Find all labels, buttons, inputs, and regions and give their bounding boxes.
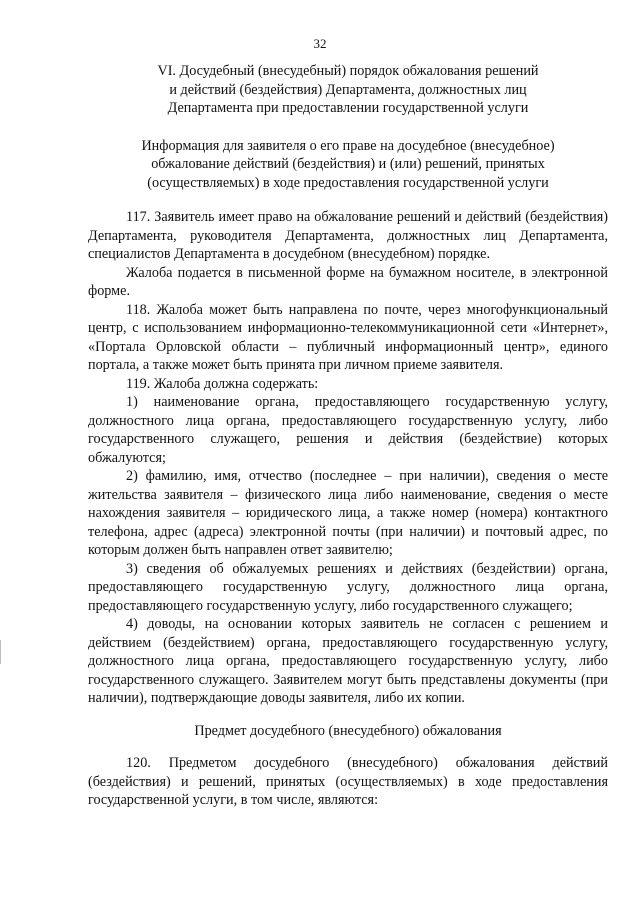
- paragraph-119-item-2: 2) фамилию, имя, отчество (последнее – при наличии), сведения о месте жительства заявителя – физического лица либо наименование, сведения о месте нахождения заявителя – юридического лица, а также номер (номера) контактного телефона, адрес (адреса) электронной почты (при наличии) и почтовый адрес, по которым должен быть направлен ответ заявителю;: [88, 468, 608, 558]
- document-body: [88, 62, 608, 810]
- page-number: 32: [313, 36, 327, 51]
- subheading: [88, 137, 608, 193]
- paragraph-complaint-form: Жалоба подается в письменной форме на бумажном носителе, в электронной форме.: [88, 264, 608, 299]
- section-heading-line: VI. Досудебный (внесудебный) порядок обжалования решений: [157, 63, 539, 79]
- section-heading-line: и действий (бездействия) Департамента, должностных лиц: [169, 81, 527, 98]
- section-heading-line: Департамента при предоставлении государственной услуги: [167, 100, 529, 116]
- paragraph-120: 120. Предметом досудебного (внесудебного) обжалования действий (бездействия) и решений, принятых (осуществляемых) в ходе предоставления государственной услуги, в том числе, являются:: [88, 755, 608, 808]
- paragraph-117: 117. Заявитель имеет право на обжалование решений и действий (бездействия) Департамента, руководителя Департамента, должностных лиц Департамента, специалистов Департамента в досудебном (внесудебном) порядке.: [88, 209, 608, 262]
- subheading-line: (осуществляемых) в ходе предоставления государственной услуги: [147, 174, 549, 191]
- paragraph-118: 118. Жалоба может быть направлена по почте, через многофункциональный центр, с использованием информационно-телекоммуникационной сети «Интернет», «Портала Орловской области – публичный информационный центр», единого портала, а также может быть принята при личном приеме заявителя.: [88, 301, 608, 373]
- paragraph-119-item-1: 1) наименование органа, предоставляющего государственную услугу, должностного лица органа, предоставляющего государственную услугу, либо государственного служащего, решения и действия (бездействие) которых обжалуются;: [88, 394, 608, 466]
- section-heading: [88, 62, 608, 118]
- subheading-line: Информация для заявителя о его праве на досудебное (внесудебное): [141, 137, 555, 154]
- paragraph-119-item-3: 3) сведения об обжалуемых решениях и действиях (бездействии) органа, предоставляющего государственную услугу, должностного лица органа, предоставляющего государственную услугу, либо государственного служащего;: [88, 560, 608, 614]
- subheading-line: обжалование действий (бездействия) и (или) решений, принятых: [151, 156, 545, 172]
- paragraph-119: 119. Жалоба должна содержать:: [126, 375, 319, 392]
- scan-margin-mark: [0, 640, 1, 664]
- paragraph-119-item-4: 4) доводы, на основании которых заявитель не согласен с решением и действием (бездействием) органа, предоставляющего государственную услугу, должностного лица органа, предоставляющего государственную услугу, либо государственного служащего. Заявителем могут быть представлены документы (при наличии), подтверждающие доводы заявителя, либо их копии.: [88, 616, 608, 706]
- subject-heading: Предмет досудебного (внесудебного) обжалования: [194, 722, 502, 739]
